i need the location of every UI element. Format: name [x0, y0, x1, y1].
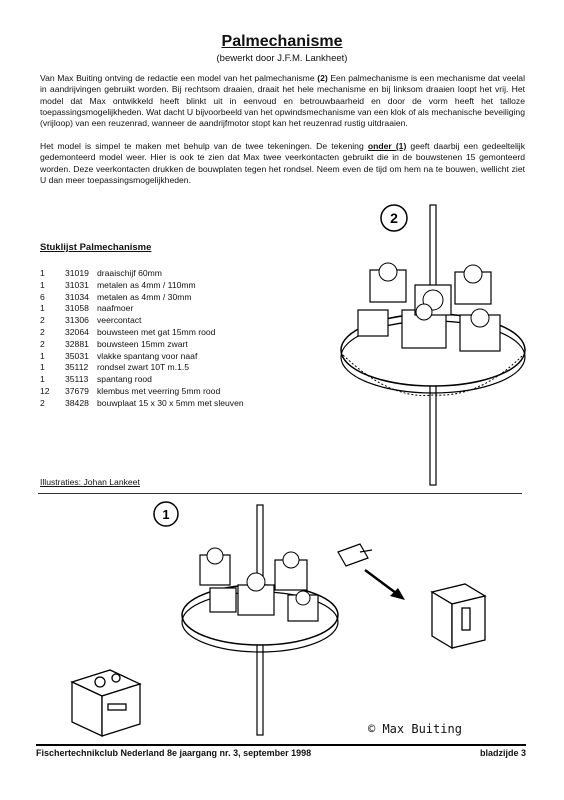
parts-row — [40, 339, 244, 351]
intro-text-start: Van Max Buiting ontving de redactie een model van het palmechanisme — [40, 73, 318, 83]
parts-row — [40, 351, 244, 363]
build-text-start: Het model is simpel te maken met behulp van de twee tekeningen. De tekening — [40, 141, 368, 151]
part-description: metalen as 4mm / 30mm — [97, 291, 192, 302]
intro-figure-ref: (2) — [317, 73, 328, 83]
signature: © Max Buiting — [368, 722, 462, 736]
part-quantity: 1 — [40, 268, 45, 278]
figure-2-number: 2 — [390, 210, 398, 226]
footer-page-number: bladzijde 3 — [479, 748, 526, 758]
part-quantity: 2 — [40, 326, 45, 337]
build-paragraph — [40, 141, 525, 186]
part-number: 32881 — [65, 338, 89, 349]
figure-2-drawing — [330, 200, 530, 490]
part-number: 31019 — [65, 268, 89, 278]
part-number: 38428 — [65, 397, 89, 408]
page-footer — [36, 748, 526, 758]
part-description: metalen as 4mm / 110mm — [97, 279, 196, 290]
part-description: rondsel zwart 10T m.1.5 — [97, 362, 190, 373]
parts-row — [40, 327, 244, 339]
parts-list — [40, 268, 244, 410]
footer-publication: Fischertechnikclub Nederland 8e jaargang nr. 3, september 1998 — [36, 748, 312, 758]
part-quantity: 1 — [40, 279, 45, 290]
part-number: 35112 — [65, 362, 89, 373]
part-quantity: 1 — [40, 303, 45, 314]
part-number: 32064 — [65, 326, 89, 337]
part-number: 31034 — [65, 291, 89, 302]
parts-row — [40, 398, 244, 410]
page-title: Palmechanisme — [221, 33, 343, 50]
parts-list-title: Stuklijst Palmechanisme — [40, 242, 152, 253]
build-figure-ref: onder (1) — [367, 141, 407, 151]
part-number: 31031 — [65, 279, 89, 290]
part-quantity: 6 — [40, 291, 45, 302]
part-number: 31306 — [65, 315, 89, 326]
parts-row — [40, 303, 244, 315]
parts-row — [40, 268, 244, 280]
part-quantity: 2 — [40, 338, 45, 349]
part-quantity: 2 — [40, 315, 45, 326]
parts-row — [40, 374, 244, 386]
parts-row — [40, 315, 244, 327]
part-quantity: 1 — [40, 362, 45, 373]
part-number: 37679 — [65, 385, 89, 396]
figure-1-number: 1 — [162, 507, 170, 522]
parts-row — [40, 292, 244, 304]
part-quantity: 1 — [40, 350, 45, 361]
section-divider — [38, 493, 522, 494]
part-quantity: 12 — [40, 385, 50, 396]
part-description: bouwsteen 15mm zwart — [97, 338, 188, 349]
parts-row — [40, 386, 244, 398]
part-number: 31058 — [65, 303, 89, 314]
part-description: bouwsteen met gat 15mm rood — [97, 326, 216, 337]
intro-paragraph — [40, 73, 525, 129]
part-description: naafmoer — [97, 303, 134, 314]
part-description: spantang rood — [97, 374, 152, 385]
illustrations-credit: Illustraties: Johan Lankeet — [40, 477, 140, 487]
part-description: bouwplaat 15 x 30 x 5mm met sleuven — [97, 397, 244, 408]
figure-1-drawing — [60, 500, 510, 740]
part-description: draaischijf 60mm — [97, 268, 162, 278]
page-subtitle: (bewerkt door J.F.M. Lankheet) — [216, 53, 348, 64]
parts-row — [40, 362, 244, 374]
intro-text-end: Een palmechanisme is een mechanisme dat veelal in aandrijvingen gebruikt worden. Bij rechtsom draaien, draait het hele mechanisme en bij linksom draaien loopt het vrij. Het model dat Max ontwikkeld heeft blinkt uit in eenvoud en betrouwbaarheid en door de vorm heeft het talloze toepassingsmogelijkheden. Wat dacht U bijvoorbeeld van het opwindsmechanisme van een klok of als mechanische beveiliging (vrijloop) van een reuzenrad, wanneer de aandrijfmotor stopt kan het reuzenrad rustig uitdraaien. — [40, 73, 525, 129]
part-description: veercontact — [97, 315, 142, 326]
part-description: vlakke spantang voor naaf — [97, 350, 198, 361]
part-description: klembus met veerring 5mm rood — [97, 385, 221, 396]
part-number: 35031 — [65, 350, 89, 361]
part-quantity: 1 — [40, 374, 45, 385]
part-quantity: 2 — [40, 397, 45, 408]
footer-rule — [36, 744, 526, 746]
parts-row — [40, 280, 244, 292]
part-number: 35113 — [65, 374, 89, 385]
build-text-end: geeft daarbij een gedeeltelijk gedemonteerd model weer. Hier is ook te zien dat Max twee veerkontacten gebruikt die in de bouwstenen 15 gemonteerd worden. Deze veerkontacten drukken de bouwplaten tegen het rondsel. Neem even de tijd om hem na te bouwen, wellicht ziet U dan meer toepassingsmogelijkheden. — [40, 141, 525, 185]
